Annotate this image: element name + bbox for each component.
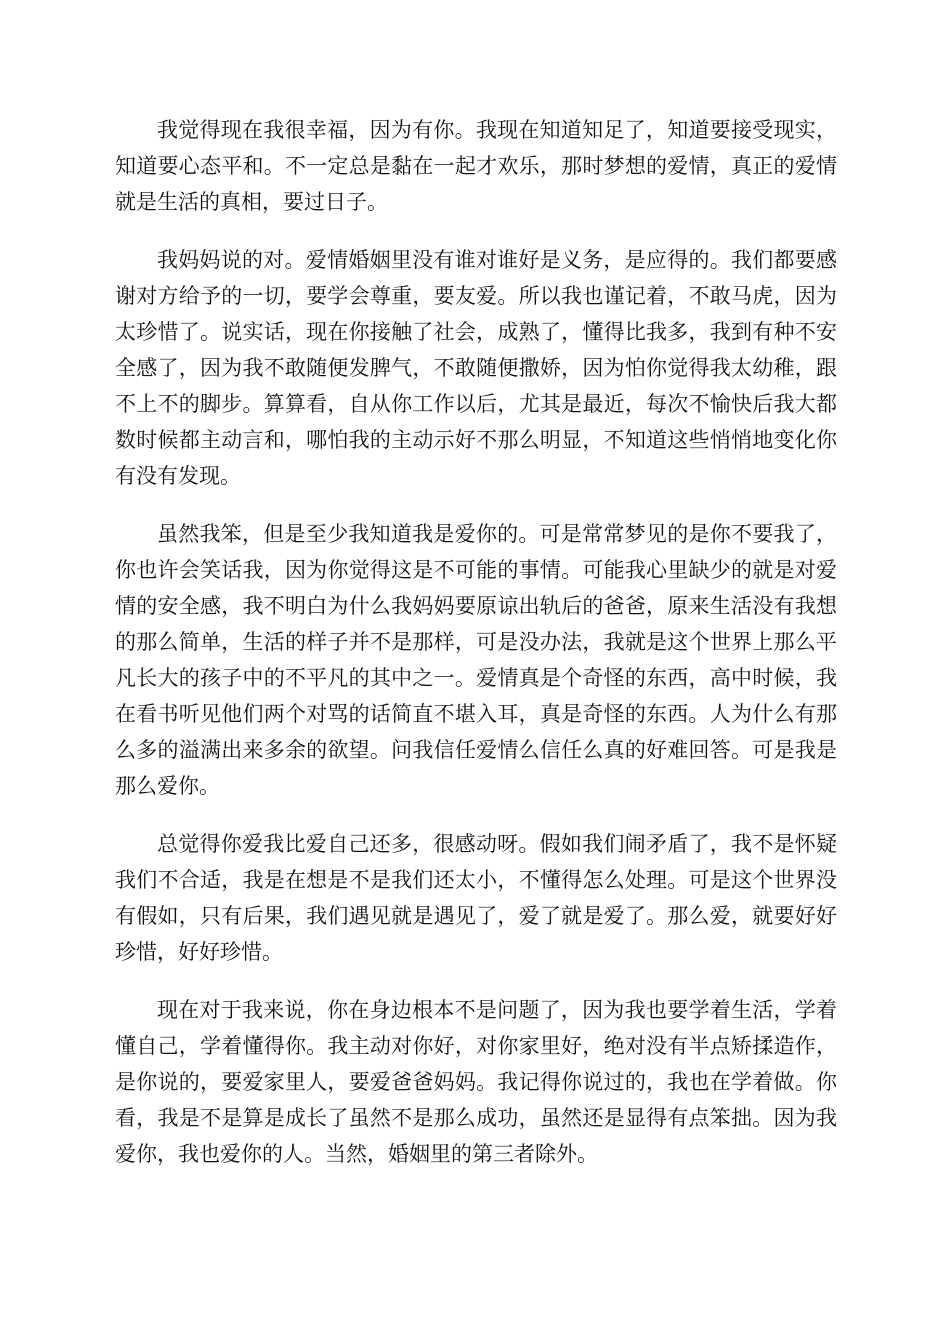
paragraph-4: 总觉得你爱我比爱自己还多，很感动呀。假如我们闹矛盾了，我不是怀疑我们不合适，我是在想是不是我们还太小，不懂得怎么处理。可是这个世界没有假如，只有后果，我们遇见就是遇见了，爱了就是爱了。那么爱，就要好好珍惜，好好珍惜。 [115,832,837,964]
document-body [115,112,837,1194]
paragraph-2: 我妈妈说的对。爱情婚姻里没有谁对谁好是义务，是应得的。我们都要感谢对方给予的一切，要学会尊重，要友爱。所以我也谨记着，不敢马虎，因为太珍惜了。说实话，现在你接触了社会，成熟了，懂得比我多，我到有种不安全感了，因为我不敢随便发脾气，不敢随便撒娇，因为怕你觉得我太幼稚，跟不上不的脚步。算算看，自从你工作以后，尤其是最近，每次不愉快后我大都数时候都主动言和，哪怕我的主动示好不那么明显，不知道这些悄悄地变化你有没有发现。 [115,248,837,488]
paragraph-1: 我觉得现在我很幸福，因为有你。我现在知道知足了，知道要接受现实，知道要心态平和。不一定总是黏在一起才欢乐，那时梦想的爱情，真正的爱情就是生活的真相，要过日子。 [115,118,837,214]
paragraph-3: 虽然我笨，但是至少我知道我是爱你的。可是常常梦见的是你不要我了，你也许会笑话我，因为你觉得这是不可能的事情。可能我心里缺少的就是对爱情的安全感，我不明白为什么我妈妈要原谅出轨后的爸爸，原来生活没有我想的那么简单，生活的样子并不是那样，可是没办法，我就是这个世界上那么平凡长大的孩子中的不平凡的其中之一。爱情真是个奇怪的东西，高中时候，我在看书听见他们两个对骂的话简直不堪入耳，真是奇怪的东西。人为什么有那么多的溢满出来多余的欲望。问我信任爱情么信任么真的好难回答。可是我是那么爱你。 [115,522,837,798]
paragraph-5: 现在对于我来说，你在身边根本不是问题了，因为我也要学着生活，学着懂自己，学着懂得你。我主动对你好，对你家里好，绝对没有半点矫揉造作，是你说的，要爱家里人，要爱爸爸妈妈。我记得你说过的，我也在学着做。你看，我是不是算是成长了虽然不是那么成功，虽然还是显得有点笨拙。因为我爱你，我也爱你的人。当然，婚姻里的第三者除外。 [115,998,837,1166]
